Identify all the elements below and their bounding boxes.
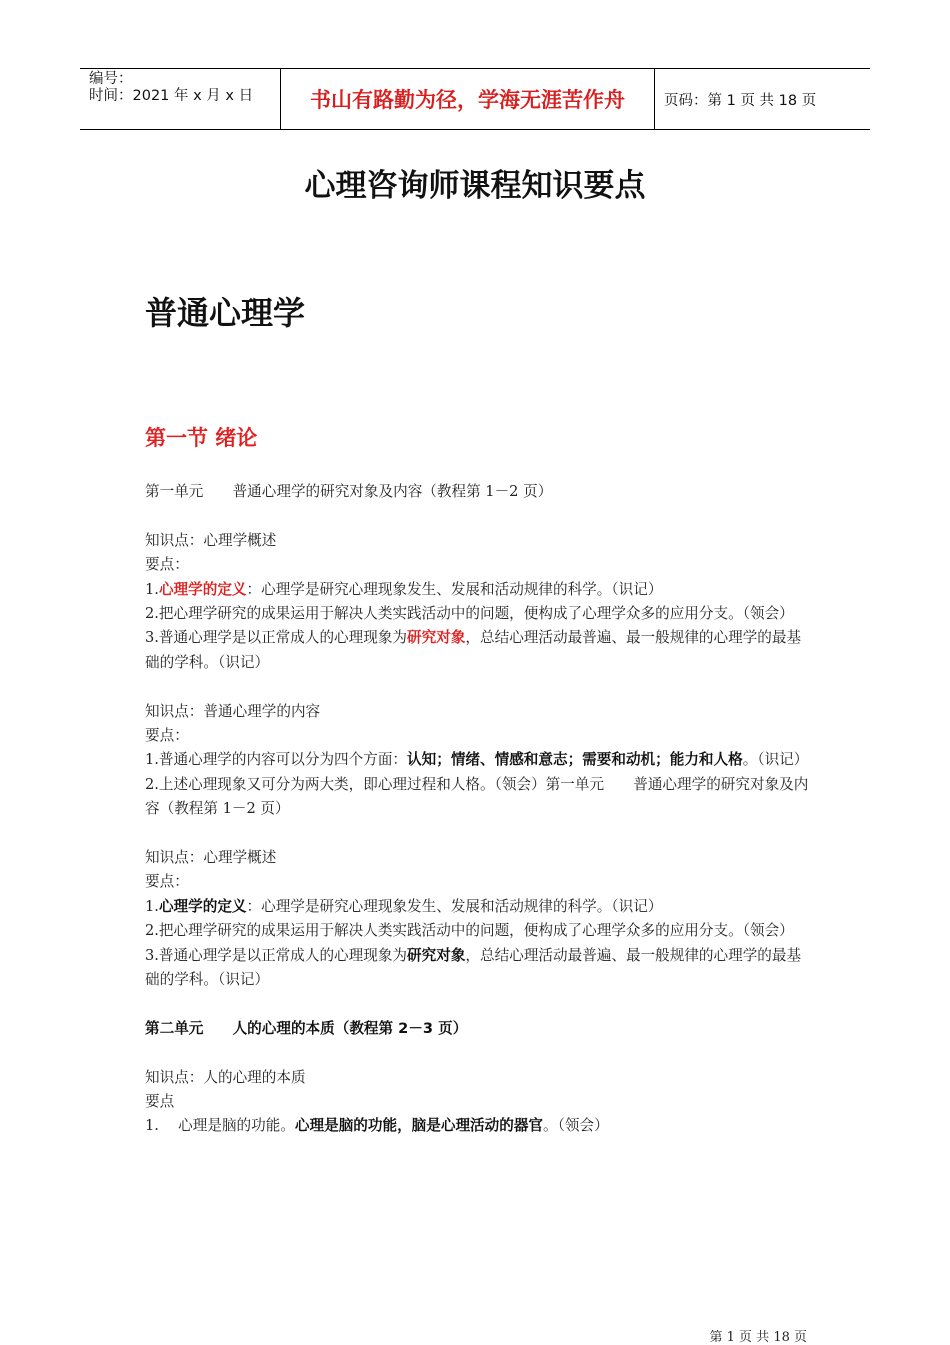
header-motto: 书山有路勤为径，学海无涯苦作舟	[281, 69, 655, 129]
bold-term: 认知；情绪、情感和意志；需要和动机；能力和人格	[407, 751, 743, 769]
knowledge-point-title: 知识点：心理学概述	[145, 531, 277, 549]
section-heading: 第一节 绪论	[145, 426, 258, 450]
bold-term: 心理是脑的功能，脑是心理活动的器官	[294, 1117, 544, 1135]
point-item: 2.把心理学研究的成果运用于解决人类实践活动中的问题，便构成了心理学众多的应用分支。（领会）	[145, 922, 794, 940]
unit-heading: 第一单元 普通心理学的研究对象及内容（教程第 1－2 页）	[145, 483, 553, 500]
chapter-heading: 普通心理学	[145, 294, 306, 332]
header-page-info: 页码：第 1 页 共 18 页	[664, 92, 817, 109]
knowledge-point-title: 知识点：普通心理学的内容	[145, 702, 321, 720]
point-item: 1. 心理是脑的功能。心理是脑的功能，脑是心理活动的器官。（领会）	[145, 1117, 609, 1135]
point-item: 3.普通心理学是以正常成人的心理现象为研究对象，总结心理活动最普遍、最一般规律的心理学的最基础的学科。（识记）	[145, 946, 802, 989]
knowledge-point-title: 知识点：心理学概述	[145, 849, 277, 867]
points-label: 要点：	[145, 556, 189, 574]
point-item: 1.普通心理学的内容可以分为四个方面：认知；情绪、情感和意志；需要和动机；能力和人格。（识记）	[145, 751, 809, 769]
points-label: 要点	[145, 1093, 175, 1111]
point-item: 1.心理学的定义：心理学是研究心理现象发生、发展和活动规律的科学。（识记）	[145, 897, 663, 915]
points-label: 要点：	[145, 727, 189, 745]
unit-heading: 第二单元 人的心理的本质（教程第 2－3 页）	[145, 1019, 468, 1037]
knowledge-point-title: 知识点：人的心理的本质	[145, 1068, 306, 1086]
bold-term: 心理学的定义	[158, 897, 247, 915]
document-title: 心理咨询师课程知识要点	[304, 168, 646, 204]
highlight-term: 心理学的定义	[158, 580, 247, 598]
point-item: 1.心理学的定义：心理学是研究心理现象发生、发展和活动规律的科学。（识记）	[145, 580, 663, 598]
highlight-term: 研究对象	[407, 629, 466, 647]
header-meta	[80, 69, 281, 129]
header-number: 编号：	[89, 71, 133, 87]
page-footer: 第 1 页 共 18 页	[709, 1330, 807, 1345]
bold-term: 研究对象	[407, 946, 466, 964]
header-time: 时间：2021 年 x 月 x 日	[89, 88, 254, 104]
document-body	[145, 480, 810, 1139]
point-item: 2.上述心理现象又可分为两大类，即心理过程和人格。（领会）第一单元 普通心理学的研究对象及内容（教程第 1－2 页）	[145, 775, 809, 818]
point-item: 2.把心理学研究的成果运用于解决人类实践活动中的问题，便构成了心理学众多的应用分支。（领会）	[145, 605, 794, 623]
page-header	[80, 68, 870, 130]
point-item: 3.普通心理学是以正常成人的心理现象为研究对象，总结心理活动最普遍、最一般规律的心理学的最基础的学科。（识记）	[145, 629, 802, 671]
points-label: 要点：	[145, 873, 189, 891]
